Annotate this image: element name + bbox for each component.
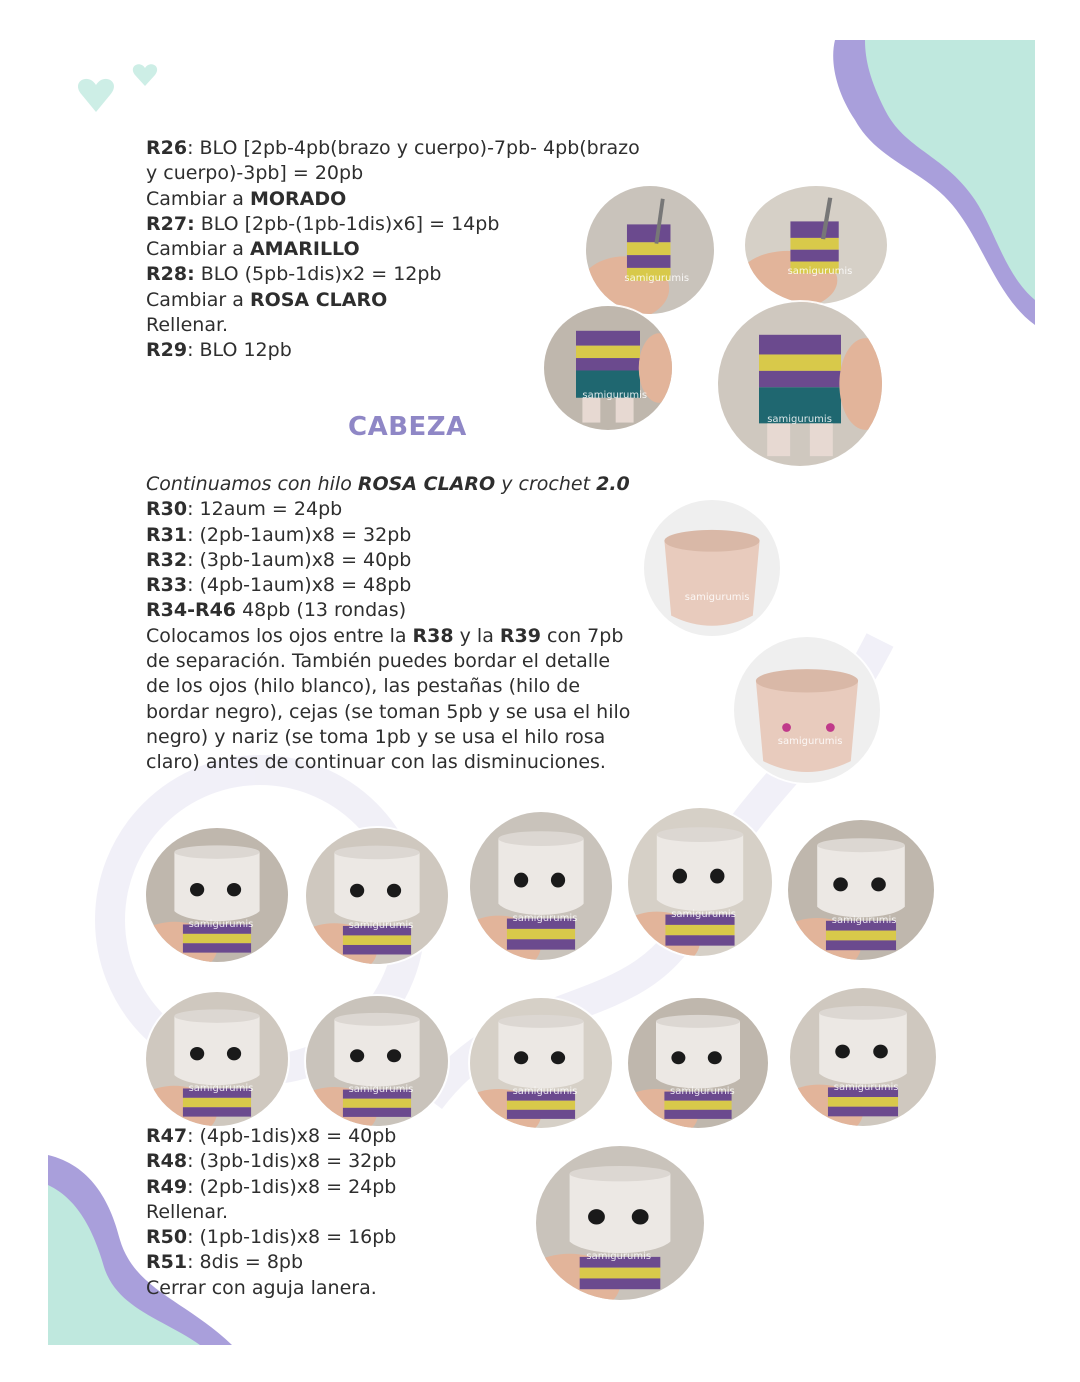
text-segment: : (3pb-1aum)x8 = 40pb	[187, 548, 412, 571]
text-line	[146, 187, 640, 212]
text-line	[146, 548, 630, 573]
bold-segment: R31	[146, 523, 188, 546]
text-line	[146, 288, 640, 313]
text-line	[146, 136, 640, 161]
watermark-label: samigurumis	[188, 1083, 254, 1095]
watermark-label: samigurumis	[787, 266, 853, 278]
text-line	[146, 161, 640, 186]
bold-segment: R49	[146, 1175, 188, 1198]
photo-face-step-9	[628, 998, 768, 1128]
text-segment: : 12aum = 24pb	[187, 498, 343, 521]
bold-segment: R30	[146, 498, 188, 521]
watermark-label: samigurumis	[833, 1081, 899, 1093]
bold-segment: R26	[146, 137, 188, 159]
section-title-cabeza: CABEZA	[348, 412, 467, 442]
photo-face-step-1	[146, 828, 288, 962]
photo-head-cup-1	[644, 500, 780, 636]
text-segment: Cambiar a	[146, 238, 250, 261]
text-line	[146, 624, 630, 649]
photo-face-step-5	[788, 820, 934, 960]
text-segment: Cambiar a	[146, 187, 250, 210]
text-segment: : (4pb-1aum)x8 = 48pb	[187, 574, 412, 597]
bold-segment: R51	[146, 1251, 188, 1274]
heart-doodle-2	[133, 64, 157, 86]
text-line	[146, 573, 630, 598]
text-line	[146, 598, 630, 623]
text-line	[146, 1276, 396, 1301]
bold-segment: R50	[146, 1226, 188, 1249]
text-segment: : 8dis = 8pb	[187, 1251, 304, 1274]
text-line	[146, 1250, 396, 1275]
photo-body-step-2	[718, 302, 882, 466]
bold-segment: ROSA CLARO	[249, 288, 388, 311]
text-line	[146, 649, 630, 674]
text-line	[146, 1124, 396, 1149]
text-segment: Rellenar.	[146, 314, 229, 337]
bold-segment: R39	[499, 624, 541, 647]
watermark-label: samigurumis	[188, 919, 254, 931]
text-line	[146, 700, 630, 725]
watermark-label: samigurumis	[684, 592, 750, 604]
bold-segment: 2.0	[596, 473, 630, 495]
watermark-label: samigurumis	[831, 915, 897, 927]
text-line	[146, 212, 640, 237]
text-segment: bordar negro), cejas (se toman 5pb y se usa el hilo	[146, 700, 631, 723]
text-segment: de separación. También puedes bordar el detalle	[146, 650, 611, 673]
bold-segment: AMARILLO	[249, 238, 360, 261]
text-line	[146, 262, 640, 287]
text-segment: : (4pb-1dis)x8 = 40pb	[187, 1125, 397, 1147]
watermark-label: samigurumis	[348, 920, 414, 932]
top-right-mint-blob	[865, 40, 1035, 300]
text-line	[146, 674, 630, 699]
text-line	[146, 1149, 396, 1174]
text-segment: Cambiar a	[146, 288, 250, 311]
text-segment: : BLO 12pb	[187, 339, 292, 362]
text-segment: claro) antes de continuar con las disminuciones.	[146, 751, 606, 774]
watermark-label: samigurumis	[348, 1084, 414, 1096]
photo-head-closed	[536, 1146, 704, 1300]
bold-segment: R32	[146, 548, 188, 571]
watermark-label: samigurumis	[671, 908, 736, 920]
bold-segment: MORADO	[249, 187, 347, 210]
text-segment: y la	[453, 624, 500, 647]
text-segment: BLO [2pb-(1pb-1dis)x6] = 14pb	[194, 212, 500, 235]
photo-face-step-7	[306, 996, 448, 1126]
text-segment: : (2pb-1aum)x8 = 32pb	[187, 523, 412, 546]
text-segment: 48pb (13 rondas)	[236, 599, 407, 622]
text-segment: Continuamos con hilo	[146, 473, 358, 495]
photo-arm-step-1	[586, 186, 714, 314]
text-segment: y crochet	[495, 473, 597, 495]
text-segment: de los ojos (hilo blanco), las pestañas (hilo de	[146, 675, 581, 698]
decrease-rounds-text	[146, 1124, 396, 1301]
bold-segment: R47	[146, 1125, 188, 1147]
watermark-label: samigurumis	[582, 390, 648, 402]
bold-segment: R34-R46	[146, 599, 237, 622]
watermark-label: samigurumis	[512, 1086, 578, 1098]
text-line	[146, 750, 630, 775]
text-line	[146, 1225, 396, 1250]
head-rounds-text	[146, 472, 630, 776]
watermark-label: samigurumis	[777, 736, 843, 748]
watermark-label: samigurumis	[624, 273, 690, 285]
text-segment: Cerrar con aguja lanera.	[146, 1276, 377, 1299]
watermark-label: samigurumis	[512, 912, 578, 924]
text-line	[146, 523, 630, 548]
text-line	[146, 497, 630, 522]
photo-head-cup-eyes	[734, 637, 880, 783]
watermark-label: samigurumis	[586, 1250, 652, 1262]
bold-segment: R28:	[146, 263, 195, 286]
photo-body-step-1	[544, 306, 672, 430]
watermark-label: samigurumis	[670, 1086, 735, 1098]
photo-face-step-8	[470, 998, 612, 1128]
bold-segment: R27:	[146, 212, 195, 235]
bold-segment: R38	[412, 624, 454, 647]
text-line	[146, 725, 630, 750]
bold-segment: R48	[146, 1150, 188, 1173]
text-segment: : (1pb-1dis)x8 = 16pb	[187, 1226, 397, 1249]
text-segment: : (2pb-1dis)x8 = 24pb	[187, 1175, 397, 1198]
heart-doodle-1	[78, 79, 114, 112]
text-segment: BLO (5pb-1dis)x2 = 12pb	[194, 263, 442, 286]
text-segment: : BLO [2pb-4pb(brazo y cuerpo)-7pb- 4pb(brazo	[187, 137, 640, 159]
text-segment: negro) y nariz (se toma 1pb y se usa el hilo rosa	[146, 725, 606, 748]
intro-line	[146, 472, 630, 497]
text-line	[146, 1200, 396, 1225]
bold-segment: R33	[146, 574, 188, 597]
photo-face-step-10	[790, 988, 936, 1126]
text-segment: y cuerpo)-3pb] = 20pb	[146, 162, 364, 185]
text-segment: Colocamos los ojos entre la	[146, 624, 413, 647]
bold-segment: R29	[146, 339, 188, 362]
text-segment: Rellenar.	[146, 1200, 229, 1223]
photo-arm-step-2	[745, 186, 887, 304]
photo-face-step-4	[628, 808, 772, 956]
text-segment: con 7pb	[540, 624, 624, 647]
text-segment: : (3pb-1dis)x8 = 32pb	[187, 1150, 397, 1173]
text-line	[146, 237, 640, 262]
photo-face-step-3	[470, 812, 612, 960]
photo-face-step-2	[306, 828, 448, 964]
bold-segment: ROSA CLARO	[357, 473, 496, 495]
watermark-label: samigurumis	[767, 413, 832, 425]
photo-face-step-6	[146, 992, 288, 1126]
text-line	[146, 1175, 396, 1200]
